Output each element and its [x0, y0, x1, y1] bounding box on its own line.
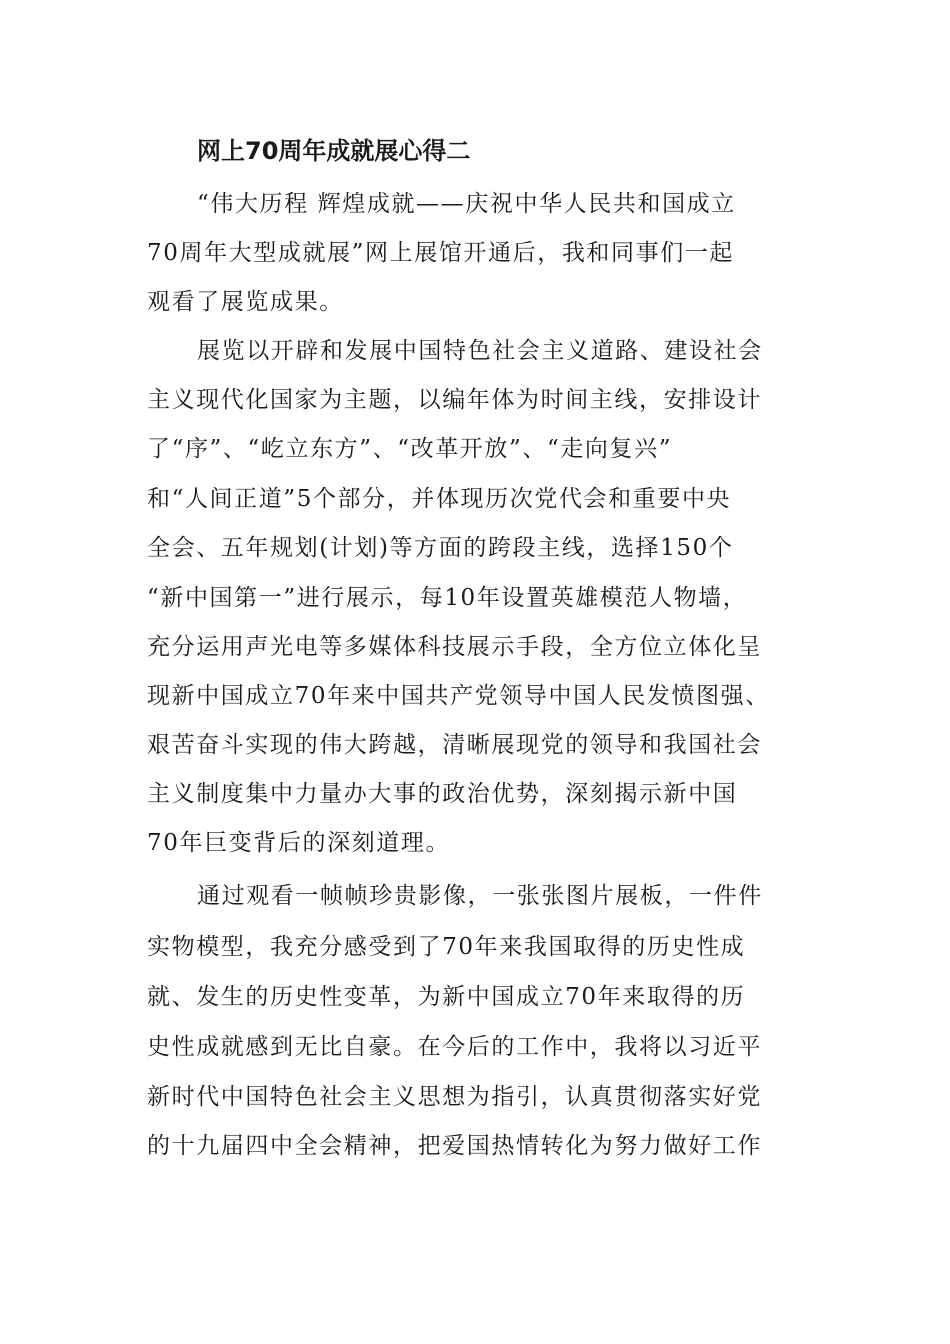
paragraph-3-line-1: 通过观看一帧帧珍贵影像，一张张图片展板，一件件	[197, 883, 763, 909]
paragraph-2-line-3: 了“序”、“屹立东方”、“改革开放”、“走向复兴”	[147, 436, 673, 462]
paragraph-1-line-1: “伟大历程 辉煌成就——庆祝中华人民共和国成立	[197, 191, 736, 217]
paragraph-1-line-2: 70周年大型成就展”网上展馆开通后，我和同事们一起	[147, 240, 735, 266]
paragraph-1-line-3: 观看了展览成果。	[147, 289, 344, 315]
paragraph-3-line-4: 史性成就感到无比自豪。在今后的工作中，我将以习近平	[147, 1034, 762, 1060]
paragraph-2-line-8: 现新中国成立70年来中国共产党领导中国人民发愤图强、	[147, 683, 770, 709]
paragraph-3-line-3: 就、发生的历史性变革，为新中国成立70年来取得的历	[147, 984, 746, 1010]
paragraph-2-line-7: 充分运用声光电等多媒体科技展示手段，全方位立体化呈	[147, 634, 762, 660]
paragraph-2-line-10: 主义制度集中力量办大事的政治优势，深刻揭示新中国	[147, 781, 738, 807]
paragraph-3-line-5: 新时代中国特色社会主义思想为指引，认真贯彻落实好党	[147, 1084, 762, 1110]
paragraph-2-line-9: 艰苦奋斗实现的伟大跨越，清晰展现党的领导和我国社会	[147, 732, 762, 758]
paragraph-2-line-5: 全会、五年规划(计划)等方面的跨段主线，选择150个	[147, 535, 734, 561]
paragraph-3-line-6: 的十九届四中全会精神，把爱国热情转化为努力做好工作	[147, 1133, 762, 1159]
paragraph-2-line-11: 70年巨变背后的深刻道理。	[147, 830, 451, 856]
paragraph-2-line-1: 展览以开辟和发展中国特色社会主义道路、建设社会	[197, 338, 763, 364]
paragraph-2-line-6: “新中国第一”进行展示，每10年设置英雄模范人物墙，	[147, 585, 748, 611]
paragraph-2-line-4: 和“人间正道”5个部分，并体现历次党代会和重要中央	[147, 486, 732, 512]
document-title: 网上70周年成就展心得二	[197, 137, 471, 165]
paragraph-3-line-2: 实物模型，我充分感受到了70年来我国取得的历史性成	[147, 934, 746, 960]
paragraph-2-line-2: 主义现代化国家为主题，以编年体为时间主线，安排设计	[147, 387, 762, 413]
